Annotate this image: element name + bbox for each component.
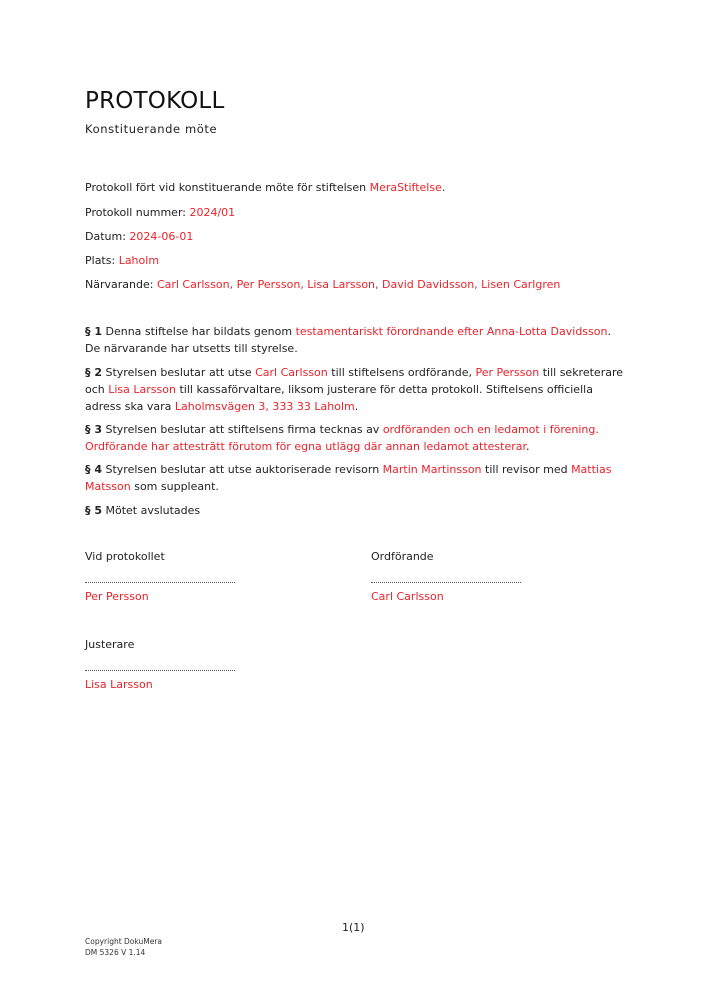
secretary-label: Vid protokollet: [85, 550, 165, 563]
page-number: 1(1): [342, 921, 365, 934]
section-2-text: Styrelsen beslutar att utse: [101, 366, 256, 379]
section-1-text: Denna stiftelse har bildats genom: [101, 325, 296, 338]
section-2-text-3: till sekreterare och: [85, 366, 624, 396]
section-1-highlight: testamentariskt förordnande efter Anna-Lotta Davidsson: [295, 325, 608, 338]
section-3-text-end: .: [525, 440, 530, 453]
chair-name: Carl Carlsson: [371, 590, 444, 603]
attendees-value: Carl Carlsson, Per Persson, Lisa Larsson, David Davidsson, Lisen Carlgren: [156, 278, 561, 291]
attendees-label: Närvarande:: [85, 278, 157, 291]
protocol-number-value: 2024/01: [189, 206, 236, 219]
adjuster-name: Lisa Larsson: [85, 678, 153, 691]
section-4-text-end: som suppleant.: [130, 480, 219, 493]
place-value: Laholm: [118, 254, 160, 267]
intro-end: .: [441, 181, 446, 194]
section-2-text-2: till stiftelsens ordförande,: [327, 366, 476, 379]
date-label: Datum:: [85, 230, 130, 243]
auditor-name: Martin Martinsson: [382, 463, 482, 476]
section-2-number: § 2: [85, 366, 102, 379]
section-4-text: Styrelsen beslutar att utse auktoriserade revisorn: [101, 463, 383, 476]
secretary-signature-line: [85, 582, 235, 583]
foundation-name: MeraStiftelse: [369, 181, 442, 194]
section-1: [85, 323, 625, 357]
adjuster-label: Justerare: [85, 638, 135, 651]
secretary-name: Per Persson: [85, 590, 149, 603]
intro-line: [85, 181, 445, 194]
section-1-text-end: . De närvarande har utsetts till styrelse.: [85, 325, 611, 355]
section-5-number: § 5: [85, 504, 102, 517]
protocol-number-label: Protokoll nummer:: [85, 206, 190, 219]
section-4: [85, 461, 625, 495]
attendees-line: [85, 278, 560, 291]
copyright-text: Copyright DokuMera: [85, 937, 163, 946]
section-3-number: § 3: [85, 423, 102, 436]
section-4-number: § 4: [85, 463, 102, 476]
chair-signature-line: [371, 582, 521, 583]
date-line: [85, 230, 193, 243]
address-ref: Laholmsvägen 3, 333 33 Laholm: [174, 400, 355, 413]
section-3: [85, 421, 625, 455]
place-line: [85, 254, 159, 267]
secretary-name-ref: Per Persson: [475, 366, 540, 379]
intro-text: Protokoll fört vid konstituerande möte för stiftelsen: [85, 181, 370, 194]
chair-label: Ordförande: [371, 550, 434, 563]
section-2-text-end: .: [354, 400, 359, 413]
place-label: Plats:: [85, 254, 119, 267]
section-2-text-4: till kassaförvaltare, liksom justerare för detta protokoll. Stiftelsens officiella adress ska vara: [85, 383, 593, 413]
page-subtitle: Konstituerande möte: [85, 122, 218, 136]
section-1-number: § 1: [85, 325, 102, 338]
chair-name-ref: Carl Carlsson: [255, 366, 328, 379]
section-5: [85, 502, 625, 519]
section-3-highlight: ordföranden och en ledamot i förening. Ordförande har attesträtt förutom för egna utlägg där annan ledamot attesterar: [85, 423, 599, 453]
page-title: PROTOKOLL: [85, 88, 225, 114]
section-4-text-2: till revisor med: [481, 463, 572, 476]
protocol-number-line: [85, 206, 235, 219]
date-value: 2024-06-01: [129, 230, 194, 243]
section-2: [85, 364, 625, 415]
deputy-auditor-name: Mattias Matsson: [85, 463, 612, 493]
section-3-text: Styrelsen beslutar att stiftelsens firma tecknas av: [101, 423, 383, 436]
treasurer-name-ref: Lisa Larsson: [108, 383, 176, 396]
adjuster-signature-line: [85, 670, 235, 671]
section-5-text: Mötet avslutades: [101, 504, 201, 517]
version-text: DM 5326 V 1.14: [85, 948, 146, 957]
